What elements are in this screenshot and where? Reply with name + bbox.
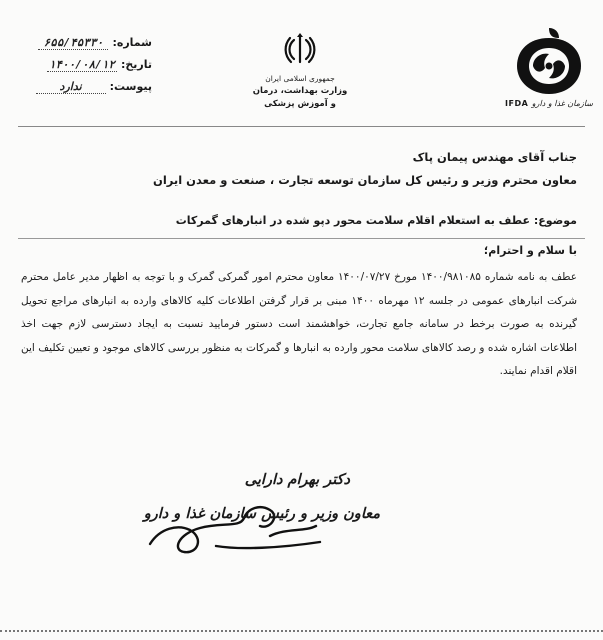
addressee-line-1: جناب آقای مهندس پیمان پاک — [412, 150, 577, 164]
gov-line-2: وزارت بهداشت، درمان — [252, 86, 348, 96]
gov-line-1: جمهوری اسلامی ایران — [265, 74, 335, 83]
date-value: ۱۴۰۰/۰۸/۱۲ — [48, 58, 116, 71]
subject-divider — [18, 238, 585, 239]
attachment-value: ندارد — [36, 80, 106, 94]
gov-line-3: و آموزش پزشکی — [264, 99, 336, 109]
logo-text-row — [505, 99, 593, 108]
ifda-logo-block — [505, 24, 593, 108]
number-row — [12, 36, 152, 58]
addressee-block — [17, 146, 577, 192]
letter-meta — [12, 36, 152, 102]
greeting: با سلام و احترام؛ — [483, 244, 577, 257]
number-label: شماره: — [112, 36, 152, 49]
iran-emblem-icon — [283, 32, 317, 66]
addressee-line-2: معاون محترم وزیر و رئیس کل سازمان توسعه تجارت ، صنعت و معدن ایران — [153, 173, 577, 187]
signature-block — [120, 458, 380, 568]
attachment-label: پیوست: — [109, 80, 152, 93]
ifda-logo-icon — [511, 24, 587, 98]
signatory-name: دکتر بهرام دارایی — [244, 472, 350, 488]
signatory-title: معاون وزیر و رئیس سازمان غذا و دارو — [143, 506, 380, 522]
number-value: ۶۵۵/۴۵۳۳۰ — [38, 36, 108, 50]
logo-name-fa: سازمان غذا و دارو — [531, 99, 593, 108]
date-label: تاریخ: — [120, 58, 152, 71]
government-emblem-block — [245, 32, 355, 111]
logo-name-en: IFDA — [505, 99, 529, 108]
header-divider — [18, 126, 585, 127]
date-row — [12, 58, 152, 80]
attachment-row — [12, 80, 152, 102]
subject-line: موضوع: عطف به استعلام اقلام سلامت محور دپو شده در انبارهای گمرکات — [175, 214, 577, 227]
letter-body: عطف به نامه شماره ۱۴۰۰/۹۸۱۰۸۵ مورخ ۱۴۰۰/۰۷/۲۷ معاون محترم امور گمرکی گمرک و با توجه به اظهار مدیر عامل محترم شرکت انبارهای عمومی در جلسه ۱۲ مهرماه ۱۴۰۰ مبنی بر قرار گرفتن اطلاعات کلیه کالاهای وارده به انبارهای مراجع تحویل گیرنده به صورت برخط در سامانه جامع تجارت، خواهشمند است دستور فرمایید نسبت به ایجاد دسترسی لازم جهت اخذ اطلاعات اشاره شده و رصد کالاهای سلامت محور وارده به انبارها و گمرکات به منظور بررسی کالاهای موجود و تعیین تکلیف این اقلام اقدام نمایند. — [21, 271, 578, 377]
footer-dotted-line — [0, 630, 603, 632]
